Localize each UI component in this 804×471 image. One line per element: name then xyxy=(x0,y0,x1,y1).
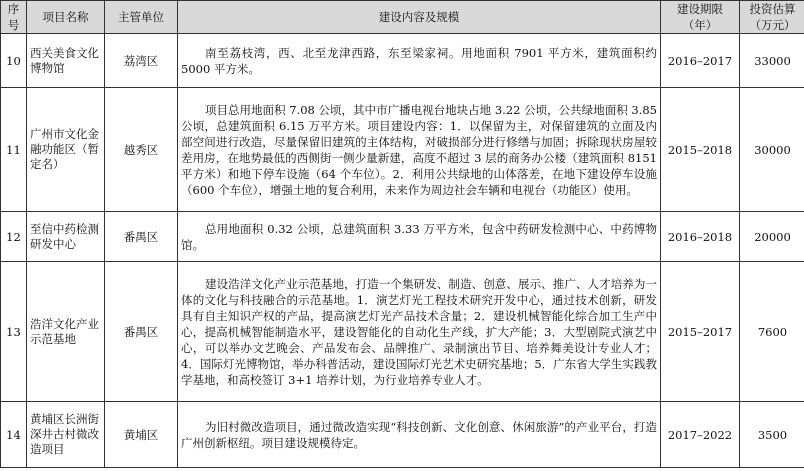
row-no: 14 xyxy=(1,402,27,468)
row-name: 广州市文化金融功能区（暂定名） xyxy=(30,127,99,171)
row-no: 12 xyxy=(1,212,27,262)
row-period: 2017–2022 xyxy=(661,402,740,468)
header-name: 项目名称 xyxy=(27,1,105,34)
row-unit: 番禺区 xyxy=(105,262,178,402)
row-period: 2015–2018 xyxy=(661,88,740,212)
row-content: 南至荔枝湾，西、北至龙津西路，东至梁家祠。用地面积 7901 平方米，建筑面积约 5000 平方米。 xyxy=(181,45,657,76)
table-row xyxy=(1,88,804,212)
table-row xyxy=(1,402,804,468)
row-period: 2016–2018 xyxy=(661,212,740,262)
row-name: 西关美食文化博物馆 xyxy=(30,45,99,75)
row-period: 2015–2017 xyxy=(661,262,740,402)
header-investment: 投资估算（万元） xyxy=(740,1,804,34)
row-content: 为旧村微改造项目，通过微改造实现“科技创新、文化创意、休闲旅游”的产业平台，打造广州创新枢纽。项目建设规模待定。 xyxy=(181,419,657,450)
row-name: 至信中药检测研发中心 xyxy=(30,221,99,251)
header-content: 建设内容及规模 xyxy=(178,1,661,34)
header-no: 序号 xyxy=(1,1,27,34)
row-unit: 黄埔区 xyxy=(105,402,178,468)
row-content: 项目总用地面积 7.08 公顷，其中市广播电视台地块占地 3.22 公顷，公共绿地面积 3.85 公顷，总建筑面积 6.15 万平方米。项目建设内容：1．以保留为主，对保留建筑的立面及内部空间进行改造，尽量保留旧建筑的主体结构，对破损部分进行修缮与加固；拆除现状房屋较差用房，在地势最低的西侧街一侧少量新建，高度不超过 3 层的商务办公楼（建筑面积 8151 平方米）和地下停车设施（64 个车位）。2．利用公共绿地的山体落差，在地下建设停车设施（600 个车位），增强土地的复合利用，未来作为周边社会车辆和电视台（功能区）使用。 xyxy=(181,102,657,197)
row-investment: 33000 xyxy=(740,34,804,88)
table-header-row xyxy=(1,1,804,34)
row-no: 11 xyxy=(1,88,27,212)
row-investment: 7600 xyxy=(740,262,804,402)
row-no: 13 xyxy=(1,262,27,402)
row-content: 建设浩洋文化产业示范基地，打造一个集研发、制造、创意、展示、推广、人才培养为一体的文化与科技融合的示范基地。1．演艺灯光工程技术研究开发中心，通过技术创新，研发具有自主知识产权的产品，提高演艺灯光产品技术含量；2．建设机械智能化综合加工生产中心，提高机械智能制造水平，建设智能化的自动化生产线，扩大产能；3．大型剧院式演艺中心，可以举办文艺晚会、产品发布会、品牌推广、录制演出节目、培养舞美设计专业人才；4．国际灯光博物馆，举办科普活动，建设国际灯光艺术史研究基地；5．广东省大学生实践教学基地，和高校签订 3+1 培养计划，为行业培养专业人才。 xyxy=(181,276,657,387)
row-investment: 20000 xyxy=(740,212,804,262)
row-unit: 番禺区 xyxy=(105,212,178,262)
row-period: 2016–2017 xyxy=(661,34,740,88)
row-content: 总用地面积 0.32 公顷，总建筑面积 3.33 万平方米，包含中药研发检测中心、中药博物馆。 xyxy=(181,221,657,252)
row-investment: 30000 xyxy=(740,88,804,212)
header-period: 建设期限（年） xyxy=(661,1,740,34)
table-row xyxy=(1,212,804,262)
row-unit: 荔湾区 xyxy=(105,34,178,88)
row-no: 10 xyxy=(1,34,27,88)
row-unit: 越秀区 xyxy=(105,88,178,212)
header-unit: 主管单位 xyxy=(105,1,178,34)
row-investment: 3500 xyxy=(740,402,804,468)
table-row xyxy=(1,262,804,402)
row-name: 黄埔区长洲街深井古村微改造项目 xyxy=(30,412,99,456)
table-row xyxy=(1,34,804,88)
row-name: 浩洋文化产业示范基地 xyxy=(30,316,99,346)
